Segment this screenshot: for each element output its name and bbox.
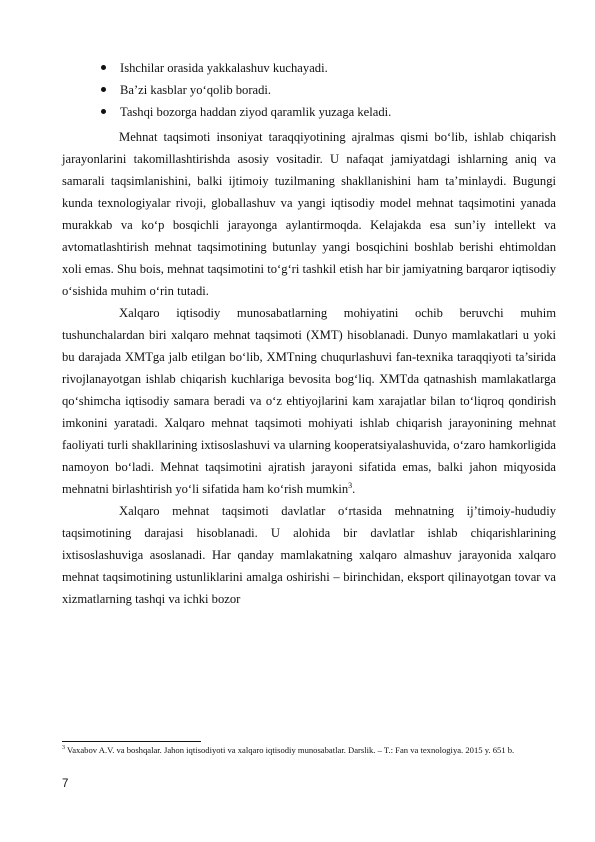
- paragraph-3: Xalqaro mehnat taqsimoti davlatlar o‘rtasida mehnatning ij’timoiy-hududiy taqsimotining darajasi hisoblanadi. U alohida bir davlatlar ishlab chiqarishlarining ixtisoslashuviga asoslanadi. Har qanday mamlakatning xalqaro almashuv jarayonida xalqaro mehnat taqsimotining ustunliklarini amalga oshirishi – birinchidan, eksport qilinayotgan tovar va xizmatlarning tashqi va ichki bozor: [62, 504, 556, 606]
- body-text: [62, 126, 556, 610]
- bullet-dot-icon: [101, 65, 106, 70]
- paragraph-2: [62, 302, 556, 500]
- footnote-divider: [62, 741, 201, 742]
- bullet-dot-icon: [101, 87, 106, 92]
- footnote-text: Vaxabov A.V. va boshqalar. Jahon iqtisodiyoti va xalqaro iqtisodiy munosabatlar. Darslik. – T.: Fan va texnologiya. 2015 y. 651 b.: [65, 745, 515, 755]
- page-number: 7: [62, 778, 69, 790]
- footnote-reference[interactable]: 3: [348, 480, 353, 490]
- footnote: [62, 744, 522, 757]
- paragraph-2-end: .: [352, 482, 356, 496]
- bullet-text: Ba’zi kasblar yo‘qolib boradi.: [120, 83, 272, 97]
- paragraph-1: Mehnat taqsimoti insoniyat taraqqiyotining ajralmas qismi bo‘lib, ishlab chiqarish jarayonlarini takomillashtirishda asosiy vositadir. U nafaqat jamiyatdagi ishlarning aniq va samarali taqsimlanishini, balki ijtimoiy tuzilmaning shakllanishini ham ta’minlaydi. Bugungi kunda texnologiyalar rivoji, globallashuv va yangi iqtisodiy model mehnat taqsimotini yanada murakkab va ko‘p bosqichli jarayonga aylantirmoqda. Kelajakda esa sun’iy intellekt va avtomatlashtirish mehnat taqsimotining butunlay yangi bosqichini boshlab berishi ehtimoldan xoli emas. Shu bois, mehnat taqsimotini to‘g‘ri tashkil etish har bir jamiyatning barqaror iqtisodiy o‘sishida muhim o‘rin tutadi.: [62, 130, 556, 298]
- bullet-item: [101, 57, 561, 79]
- footnote-marker: 3: [62, 745, 65, 752]
- bullet-text: Tashqi bozorga haddan ziyod qaramlik yuzaga keladi.: [120, 105, 392, 119]
- paragraph-2-text: Xalqaro iqtisodiy munosabatlarning mohiyatini ochib beruvchi muhim tushunchalardan biri xalqaro mehnat taqsimoti (XMT) hisoblanadi. Dunyo mamlakatlari u yoki bu darajada XMTga jalb etilgan bo‘lib, XMTning chuqurlashuvi fan-texnika taraqqiyoti ta’sirida rivojlanayotgan ishlab chiqarish kuchlariga bevosita bog‘liq. XMTda qatnashish mamlakatlarga qo‘shimcha iqtisodiy samara beradi va o‘z ehtiyojlarini kam xarajatlar bilan to‘liqroq qondirish imkonini yaratadi. Xalqaro mehnat taqsimoti mohiyati ishlab chiqarish jarayonining mehnat faoliyati turli shakllarining ixtisoslashuvi va ularning kooperatsiyalashuvida, o‘zaro hamkorligida namoyon bo‘ladi. Mehnat taqsimotini ajratish jarayoni sifatida emas, balki jahon miqyosida mehnatni birlashtirish yo‘li sifatida ham ko‘rish mumkin: [62, 306, 556, 496]
- bullet-list: [101, 57, 561, 123]
- bullet-item: [101, 79, 561, 101]
- bullet-text: Ishchilar orasida yakkalashuv kuchayadi.: [120, 61, 328, 75]
- bullet-dot-icon: [101, 109, 106, 114]
- bullet-item: [101, 101, 561, 123]
